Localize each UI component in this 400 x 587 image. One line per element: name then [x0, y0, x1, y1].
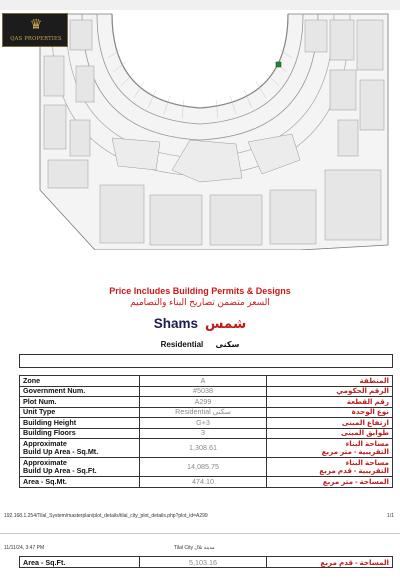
company-logo: [2, 13, 68, 47]
row-label: Plot Num.: [20, 397, 140, 408]
table-row: [20, 428, 393, 439]
row-label-ar-line1: مساحة البناء: [345, 438, 389, 448]
page-top-strip: [0, 0, 400, 10]
table-row: [20, 407, 393, 418]
row-label: Unit Type: [20, 407, 140, 418]
row-label-ar: [267, 439, 393, 458]
row-label-ar: طوابق المبنى: [267, 428, 393, 439]
row-value: #5038: [139, 386, 267, 397]
row-label-line1: Approximate: [23, 438, 67, 448]
row-value: G+3: [139, 418, 267, 429]
subtitle-en: Residential: [160, 340, 204, 349]
title-en: Shams: [153, 316, 199, 331]
table-row: [20, 439, 393, 458]
crown-icon: ♛: [29, 16, 43, 32]
title-ar: شمس: [204, 316, 247, 331]
row-label: [20, 458, 140, 477]
page-number: 1/1: [387, 513, 394, 519]
row-label-ar: الرقم الحكومي: [267, 386, 393, 397]
table-row: [20, 376, 393, 387]
row-label-ar-line1: مساحة البناء: [345, 457, 389, 467]
table-row: [20, 418, 393, 429]
page-title: [0, 316, 400, 332]
row-label-ar: رقم القطعة: [267, 397, 393, 408]
price-note-ar: السعر متضمن تصاريح البناء والتصاميم: [130, 297, 270, 307]
row-label: Building Height: [20, 418, 140, 429]
plot-details-table: [19, 375, 393, 488]
row-value: 474.10: [139, 477, 267, 488]
row-label-line2: Build Up Area - Sq.Mt.: [23, 447, 99, 456]
empty-info-box: [19, 354, 393, 368]
row-label: Government Num.: [20, 386, 140, 397]
print-timestamp: 11/11/24, 3:47 PM: [4, 545, 45, 551]
table-row: [20, 477, 393, 488]
row-label-ar-line2: التقريبية - متر مربع: [321, 447, 389, 456]
table-row: [20, 386, 393, 397]
row-label-ar-line2: التقريبية - قدم مربع: [319, 466, 389, 475]
print-header-title: Tilal City مدينة تلال: [174, 545, 215, 551]
page-subtitle: [0, 340, 400, 349]
row-label: Area - Sq.Mt.: [20, 477, 140, 488]
table-row: [20, 458, 393, 477]
row-label-ar: ارتفاع المبنى: [267, 418, 393, 429]
table-row: [20, 557, 393, 568]
row-label: Zone: [20, 376, 140, 387]
row-label-ar: نوع الوحدة: [267, 407, 393, 418]
row-label: [20, 439, 140, 458]
logo-text: QAS PROPERTIES: [10, 36, 62, 42]
row-label: Area - Sq.Ft.: [20, 557, 140, 568]
row-label-line1: Approximate: [23, 457, 67, 467]
table-row: [20, 397, 393, 408]
row-label: Building Floors: [20, 428, 140, 439]
row-value: A299: [139, 397, 267, 408]
row-value: 1,308.61: [139, 439, 267, 458]
row-value: Residential سكنى: [139, 407, 267, 418]
row-label-ar: المنطقة: [267, 376, 393, 387]
row-label-line2: Build Up Area - Sq.Ft.: [23, 466, 97, 475]
row-label-ar: [267, 458, 393, 477]
price-note-en: Price Includes Building Permits & Designs: [109, 286, 291, 296]
subtitle-ar: سكنى: [215, 340, 240, 349]
row-value: 3: [139, 428, 267, 439]
row-label-ar: المساحة - قدم مربع: [267, 557, 393, 568]
print-url: 192.168.1.254/Tilal_System/masterplan/plot_details/tilal_city_plot_details.php?plot_id=A299: [4, 513, 208, 519]
row-value: A: [139, 376, 267, 387]
page-break-divider: [0, 533, 400, 534]
row-value: 14,085.75: [139, 458, 267, 477]
plot-details-table-continued: [19, 556, 393, 568]
row-label-ar: المساحة - متر مربع: [267, 477, 393, 488]
row-value: 5,103.16: [139, 557, 267, 568]
